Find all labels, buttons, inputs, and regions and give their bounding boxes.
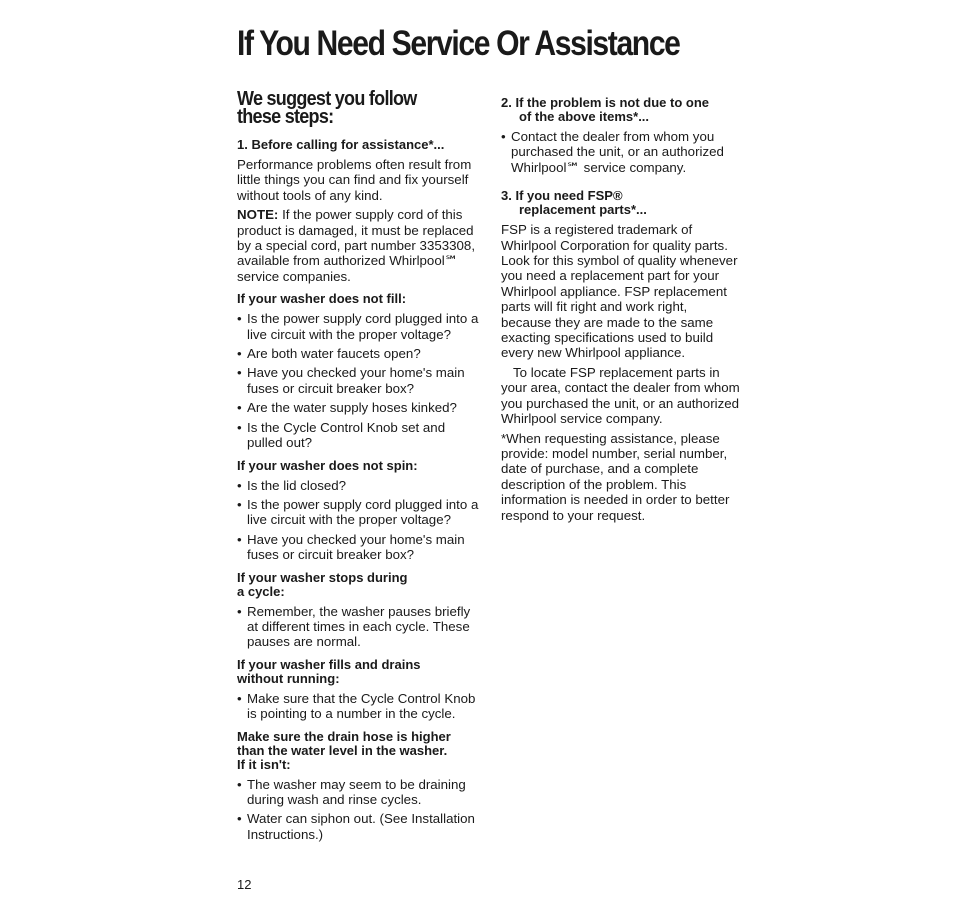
subtitle-line-1: We suggest you follow	[237, 88, 417, 110]
step-3-heading-line-1: 3. If you need FSP®	[501, 188, 623, 204]
drain-list	[237, 777, 483, 843]
drain-heading-line-1: Make sure the drain hose is higher	[237, 728, 451, 744]
right-column	[501, 88, 741, 527]
step-3-text: FSP is a registered trademark of Whirlpool Corporation for quality parts. Look for this symbol of quality whenever you need a replacement part for your Whirlpool appliance. FSP replacement parts will fit right and work right, because they are made to the same exacting specifications used to build every new Whirlpool appliance.	[501, 222, 738, 361]
step-1-heading: 1. Before calling for assistance*...	[237, 137, 445, 152]
drain-heading-line-3: If it isn't:	[237, 756, 291, 772]
list-item: • Is the lid closed?	[237, 478, 483, 493]
list-item: • Is the Cycle Control Knob set and pulled out?	[237, 420, 483, 451]
note-text: If the power supply cord of this product is damaged, it must be replaced by a special cord, part number 3353308, available from authorized Whirlpool℠ service companies.	[237, 207, 476, 284]
list-item: • Are both water faucets open?	[237, 346, 483, 361]
left-column	[237, 90, 483, 846]
stops-list	[237, 604, 483, 650]
spin-heading: If your washer does not spin:	[237, 457, 418, 473]
footnote: *When requesting assistance, please provide: model number, serial number, date of purchase, and a complete description of the problem. This information is needed in order to better respond to your request.	[501, 430, 730, 523]
drain-heading-line-2: than the water level in the washer.	[237, 742, 448, 758]
page-number: 12	[237, 877, 252, 892]
section-subtitle	[237, 90, 458, 126]
stops-heading	[237, 571, 483, 599]
list-item: • The washer may seem to be draining during wash and rinse cycles.	[237, 777, 483, 808]
step-2-heading-line-1: 2. If the problem is not due to one	[501, 95, 710, 110]
list-item: • Make sure that the Cycle Control Knob is pointing to a number in the cycle.	[237, 691, 483, 722]
list-item: • Is the power supply cord plugged into a live circuit with the proper voltage?	[237, 497, 483, 528]
list-item: • Are the water supply hoses kinked?	[237, 400, 483, 415]
list-item: • Water can siphon out. (See Installation Instructions.)	[237, 811, 483, 842]
spin-list	[237, 478, 483, 563]
step-3-heading	[501, 189, 741, 217]
fills-drains-heading	[237, 658, 483, 686]
note-paragraph	[237, 207, 483, 284]
list-item: • Contact the dealer from whom you purchased the unit, or an authorized Whirlpool℠ service company.	[501, 129, 741, 175]
step-3-text-2: To locate FSP replacement parts in your area, contact the dealer from whom you purchased the unit, or an authorized Whirlpool service company.	[501, 364, 740, 427]
fill-list	[237, 311, 483, 450]
list-item: • Have you checked your home's main fuses or circuit breaker box?	[237, 532, 483, 563]
page-title: If You Need Service Or Assistance	[237, 24, 680, 63]
step-1-text: Performance problems often result from little things you can find and fix yourself without tools of any kind.	[237, 157, 472, 203]
fills-heading-line-1: If your washer fills and drains	[237, 656, 421, 672]
fill-heading: If your washer does not fill:	[237, 291, 407, 307]
fills-heading-line-2: without running:	[237, 670, 340, 686]
note-label: NOTE:	[237, 207, 279, 223]
drain-hose-heading	[237, 730, 483, 772]
step-2-heading	[501, 96, 741, 124]
list-item: • Is the power supply cord plugged into a live circuit with the proper voltage?	[237, 311, 483, 342]
list-item: • Remember, the washer pauses briefly at different times in each cycle. These pauses are normal.	[237, 604, 483, 650]
list-item: • Have you checked your home's main fuses or circuit breaker box?	[237, 365, 483, 396]
stops-heading-line-1: If your washer stops during	[237, 569, 408, 585]
fills-list	[237, 691, 483, 722]
step-2-heading-line-2: of the above items*...	[519, 109, 650, 124]
step-3-heading-line-2: replacement parts*...	[519, 202, 647, 218]
subtitle-line-2: these steps:	[237, 106, 334, 128]
step-2-list	[501, 129, 741, 175]
stops-heading-line-2: a cycle:	[237, 583, 285, 599]
